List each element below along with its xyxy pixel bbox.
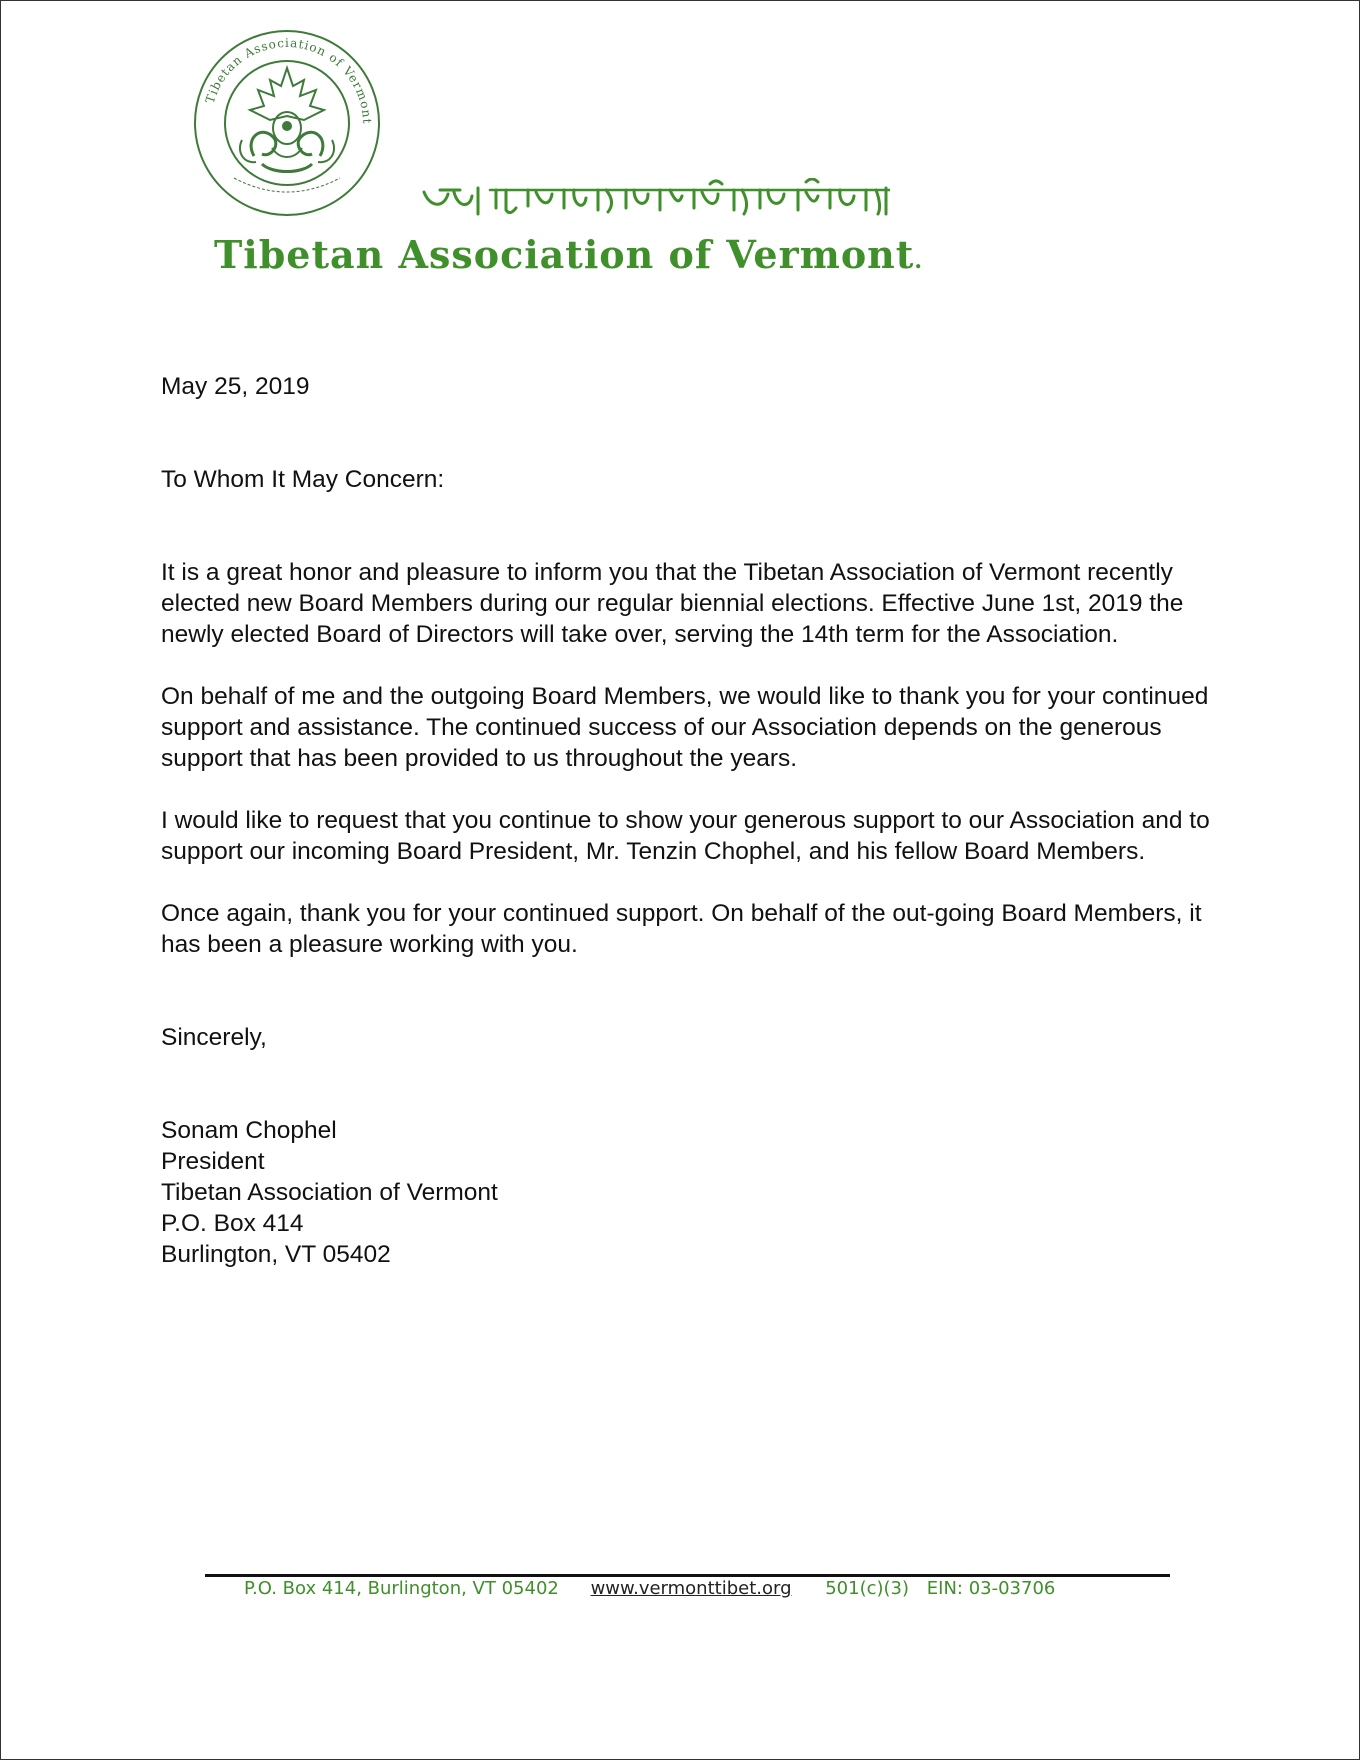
letter-paragraph-4: Once again, thank you for your continued support. On behalf of the out-going Board Members, it has been a pleasure working with you. (161, 900, 1202, 958)
seal-ring-text: Tibetan Association of Vermont (202, 35, 375, 125)
footer-tax-status: 501(c)(3) (825, 1578, 910, 1599)
title-period: . (914, 248, 924, 274)
association-seal-logo (192, 28, 382, 218)
footer-ein: EIN: 03-03706 (926, 1578, 1056, 1599)
letter-salutation: To Whom It May Concern: (161, 466, 445, 493)
signer-organization: Tibetan Association of Vermont (161, 1179, 498, 1206)
signer-address-line-1: P.O. Box 414 (161, 1210, 304, 1237)
letter-footer (244, 1578, 1144, 1599)
letter-closing: Sincerely, (161, 1024, 267, 1051)
letter-paragraph-1: It is a great honor and pleasure to inform you that the Tibetan Association of Vermont recently elected new Board Members during our regular biennial elections. Effective June 1st, 2019 the newly elected Board of Directors will take over, serving the 14th term for the Association. (161, 559, 1184, 648)
footer-website-link[interactable]: www.vermonttibet.org (590, 1578, 792, 1599)
letter-body (161, 371, 1221, 1270)
tibetan-script-name (420, 178, 890, 226)
letter-date: May 25, 2019 (161, 373, 310, 400)
organization-name-text: Tibetan Association of Vermont (214, 232, 915, 277)
seal-graphic (192, 28, 382, 218)
signer-address-line-2: Burlington, VT 05402 (161, 1241, 391, 1268)
signer-title: President (161, 1148, 265, 1175)
signature-block (161, 1115, 1221, 1270)
organization-name-heading (214, 232, 1154, 277)
signer-name: Sonam Chophel (161, 1117, 337, 1144)
tibetan-script-graphic (420, 178, 890, 226)
footer-address: P.O. Box 414, Burlington, VT 05402 (244, 1578, 559, 1599)
letter-paragraph-3: I would like to request that you continue to show your generous support to our Association and to support our incoming Board President, Mr. Tenzin Chophel, and his fellow Board Members. (161, 807, 1210, 865)
footer-divider (205, 1574, 1170, 1577)
letter-paragraph-2: On behalf of me and the outgoing Board Members, we would like to thank you for your continued support and assistance. The continued success of our Association depends on the generous support that has been provided to us throughout the years. (161, 683, 1209, 772)
